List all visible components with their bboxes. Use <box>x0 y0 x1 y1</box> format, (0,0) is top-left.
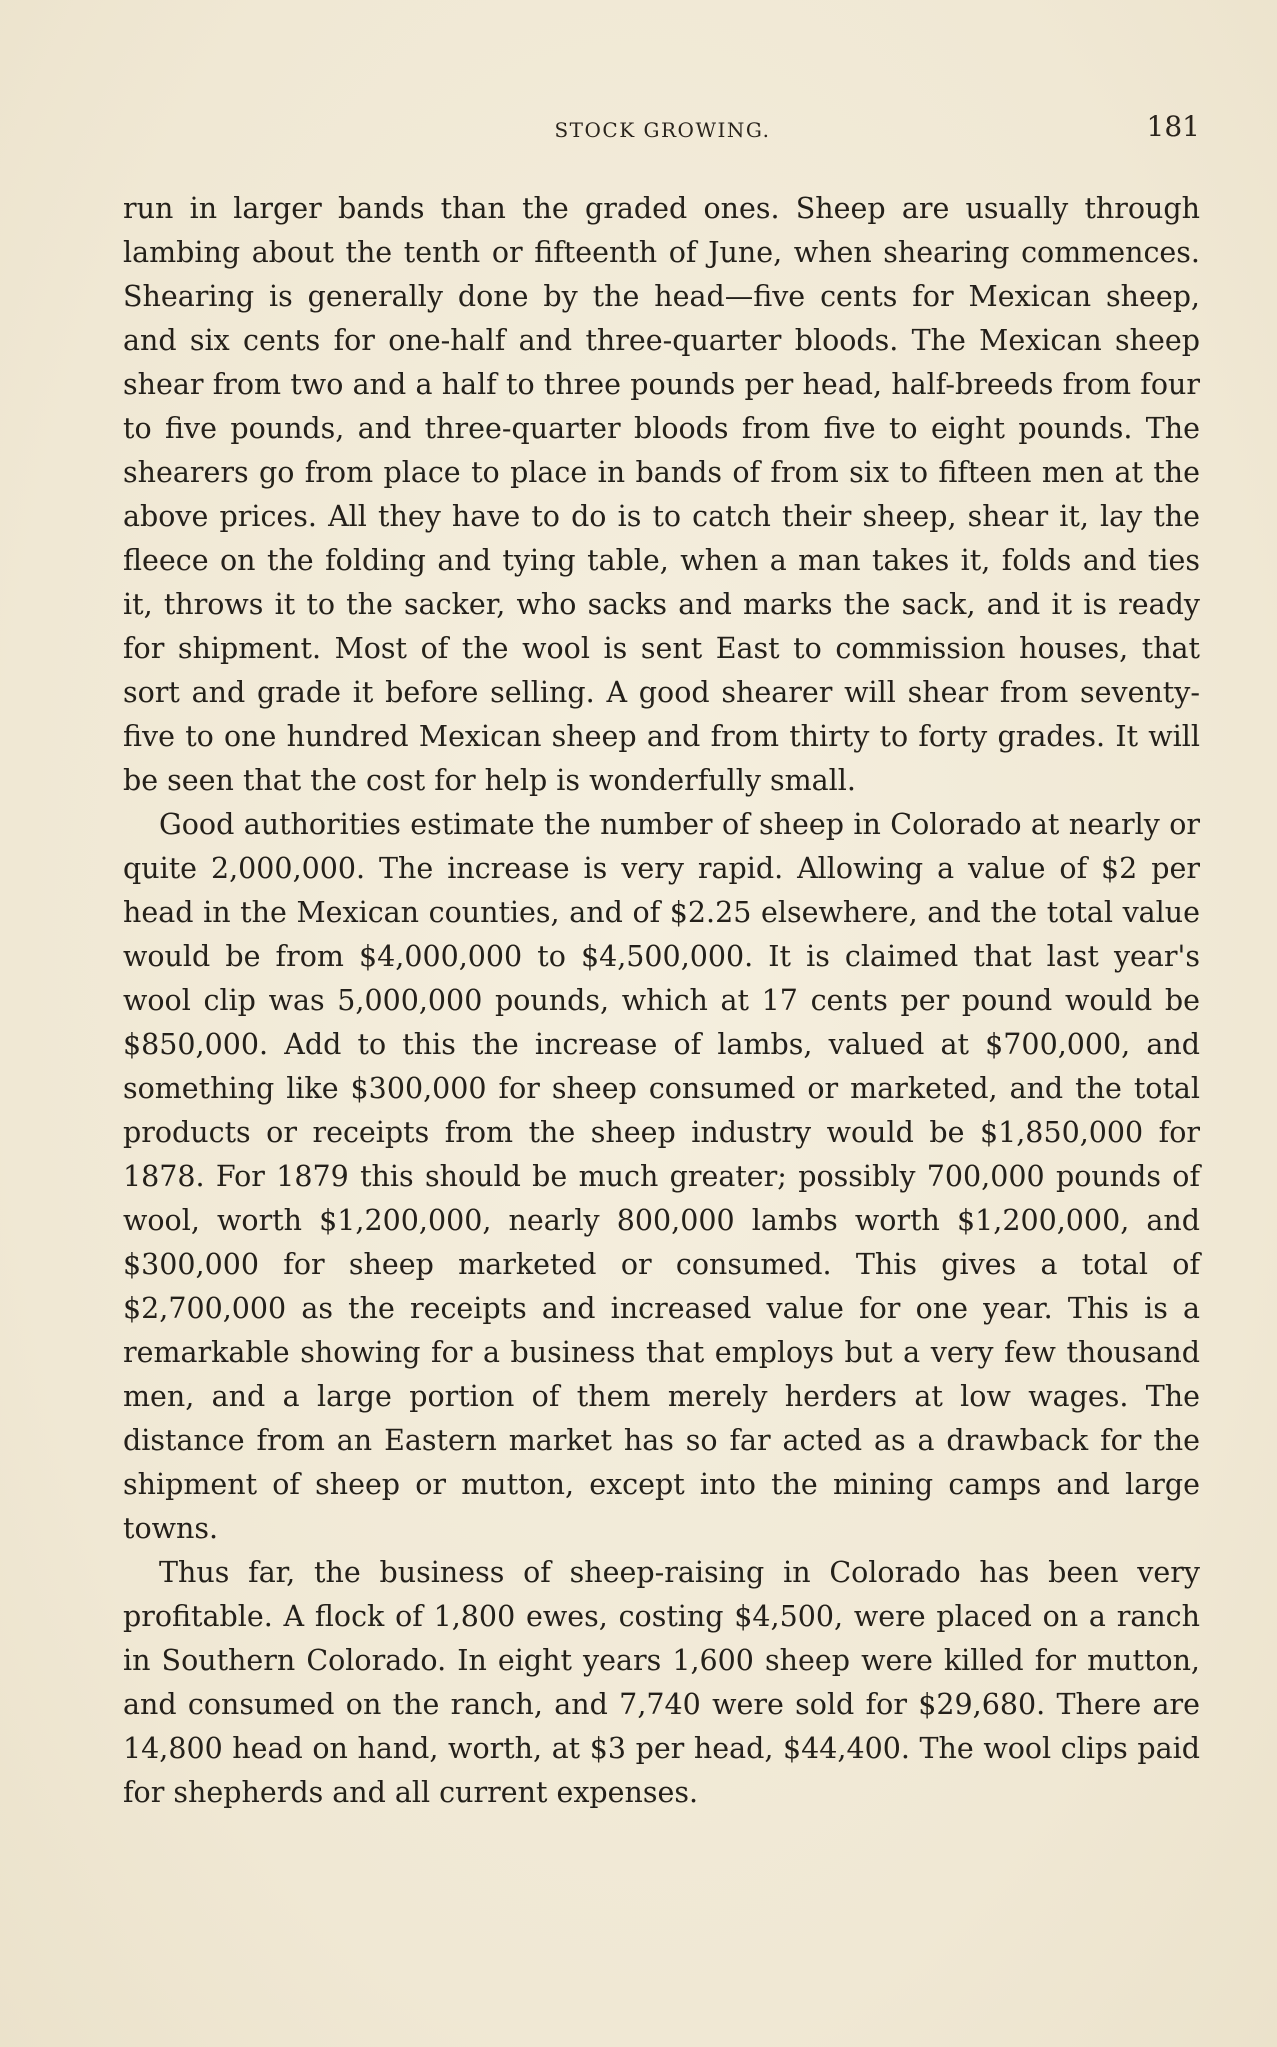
paragraph-profitability: Thus far, the business of sheep-raising in Colorado has been very profitable. A flock of 1,800 ewes, costing $4,500, were placed on a ranch in Southern Colorado. In eight years 1,600 sheep were killed for mutton, and consumed on the ranch, and 7,740 were sold for $29,680. There are 14,800 head on hand, worth, at $3 per head, $44,400. The wool clips paid for shepherds and all current expenses. <box>123 1556 1200 1809</box>
paragraph-sheep-value: Good authorities estimate the number of sheep in Colorado at nearly or quite 2,000,000. The increase is very rapid. Allowing a value of $2 per head in the Mexican counties, and of $2.25 elsewhere, and the total value would be from $4,000,000 to $4,500,000. It is claimed that last year's wool clip was 5,000,000 pounds, which at 17 cents per pound would be $850,000. Add to this the increase of lambs, valued at $700,000, and something like $300,000 for sheep consumed or marketed, and the total products or receipts from the sheep industry would be $1,850,000 for 1878. For 1879 this should be much greater; possibly 700,000 pounds of wool, worth $1,200,000, nearly 800,000 lambs worth $1,200,000, and $300,000 for sheep marketed or consumed. This gives a total of $2,700,000 as the receipts and increased value for one year. This is a remarkable showing for a business that employs but a very few thousand men, and a large portion of them merely herders at low wages. The distance from an Eastern market has so far acted as a drawback for the shipment of sheep or mutton, except into the mining camps and large towns. <box>123 808 1200 1545</box>
paragraph-shearing: run in larger bands than the graded ones. Sheep are usually through lambing about the tenth or fifteenth of June, when shearing commences. Shearing is generally done by the head—five cents for Mexican sheep, and six cents for one-half and three-quarter bloods. The Mexican sheep shear from two and a half to three pounds per head, half-breeds from four to five pounds, and three-quarter bloods from five to eight pounds. The shearers go from place to place in bands of from six to fifteen men at the above prices. All they have to do is to catch their sheep, shear it, lay the fleece on the folding and tying table, when a man takes it, folds and ties it, throws it to the sacker, who sacks and marks the sack, and it is ready for shipment. Most of the wool is sent East to commission houses, that sort and grade it before selling. A good shearer will shear from seventy-five to one hundred Mexican sheep and from thirty to forty grades. It will be seen that the cost for help is wonderfully small. <box>123 192 1200 797</box>
running-head <box>125 110 1200 150</box>
running-title: STOCK GROWING. <box>554 118 771 142</box>
page-number: 181 <box>1146 110 1200 143</box>
body-text <box>123 187 1200 1815</box>
